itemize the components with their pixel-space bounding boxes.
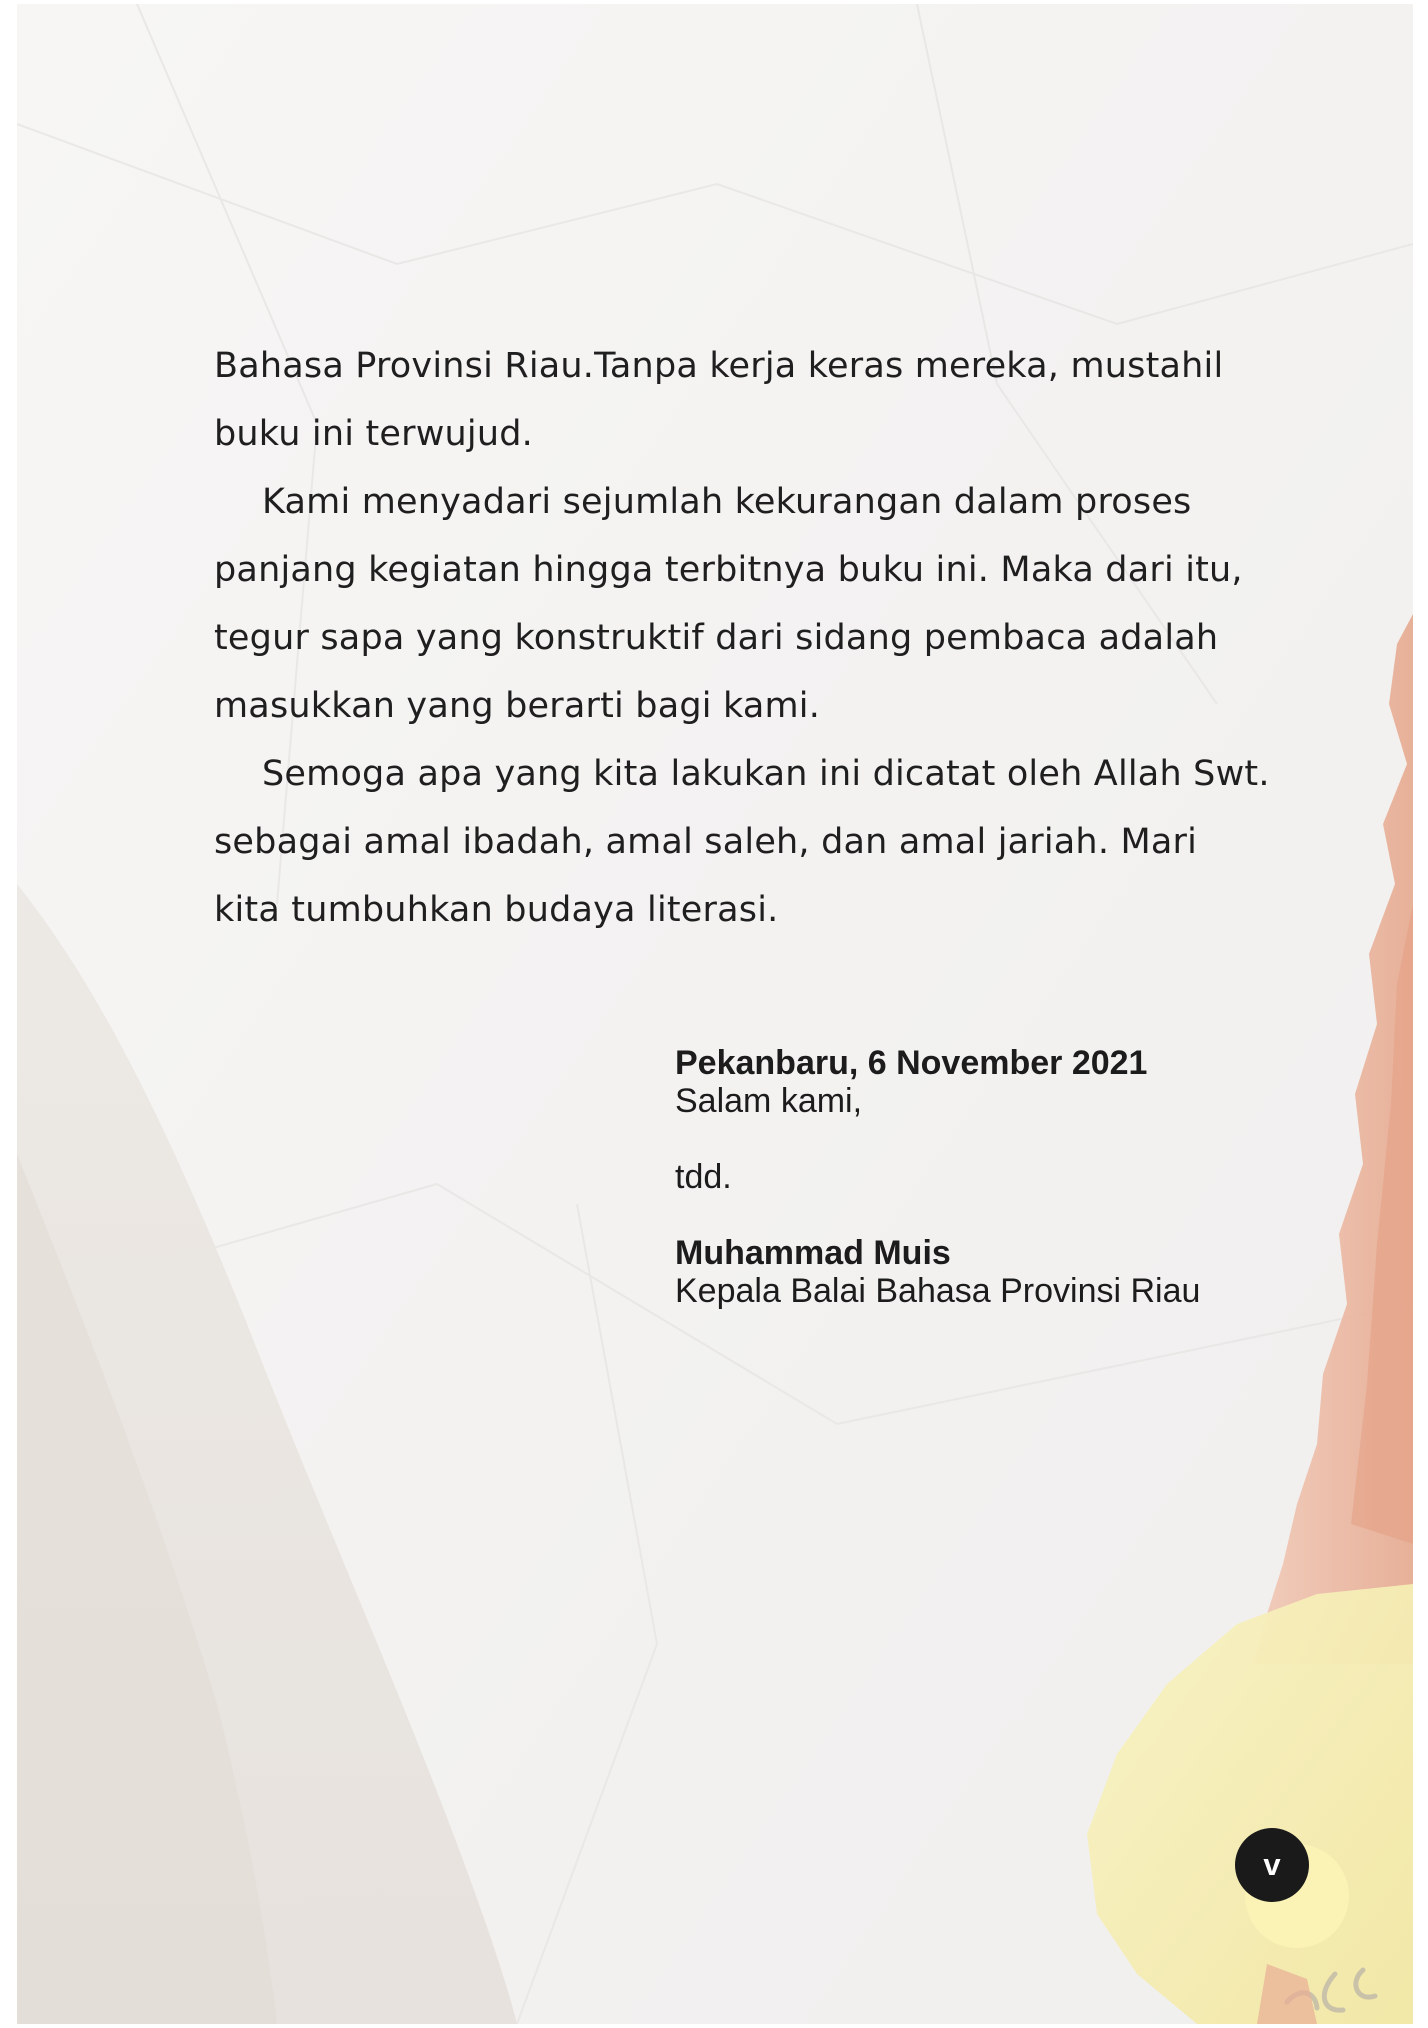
signer-position: Kepala Balai Bahasa Provinsi Riau	[675, 1272, 1201, 1310]
body-line: kita tumbuhkan budaya literasi.	[214, 890, 779, 930]
body-line: Kami menyadari sejumlah kekurangan dalam proses	[262, 482, 1192, 522]
book-page	[17, 4, 1413, 2024]
body-line: sebagai amal ibadah, amal saleh, dan amal jariah. Mari	[214, 822, 1198, 862]
signer-name: Muhammad Muis	[675, 1234, 951, 1272]
body-text	[214, 332, 1270, 944]
body-line: tegur sapa yang konstruktif dari sidang pembaca adalah	[214, 618, 1219, 658]
place-date: Pekanbaru, 6 November 2021	[675, 1044, 1148, 1082]
signed-mark: tdd.	[675, 1158, 732, 1196]
signature-block	[675, 1044, 1295, 1310]
greeting: Salam kami,	[675, 1082, 863, 1120]
body-line: Semoga apa yang kita lakukan ini dicatat oleh Allah Swt.	[262, 754, 1270, 794]
body-line: masukkan yang berarti bagi kami.	[214, 686, 821, 726]
page-number-badge: v	[1235, 1828, 1309, 1902]
body-line: panjang kegiatan hingga terbitnya buku ini. Maka dari itu,	[214, 550, 1243, 590]
body-line: Bahasa Provinsi Riau.Tanpa kerja keras mereka, mustahil	[214, 346, 1224, 386]
watercolor-background	[17, 4, 1413, 2024]
body-line: buku ini terwujud.	[214, 414, 533, 454]
